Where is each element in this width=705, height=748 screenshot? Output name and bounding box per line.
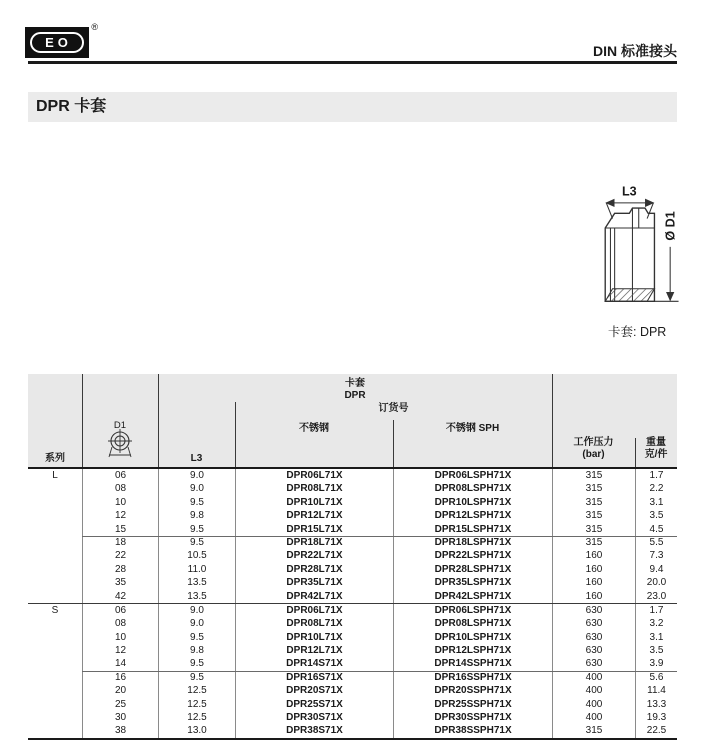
table-cell: 22.5 [635, 724, 677, 737]
table-cell: DPR10LSPH71X [393, 631, 552, 644]
table-header [28, 374, 677, 469]
table-cell: DPR06L71X [235, 469, 393, 482]
table-cell: 630 [552, 604, 635, 617]
table-cell: DPR10L71X [235, 496, 393, 509]
header-divider [82, 374, 83, 467]
table-cell: 9.0 [158, 482, 235, 495]
table-cell: 12 [82, 509, 158, 522]
table-cell: DPR18L71X [235, 536, 393, 549]
table-cell [28, 482, 82, 495]
table-cell: 630 [552, 644, 635, 657]
table-cell [28, 644, 82, 657]
table-cell: 9.5 [158, 657, 235, 670]
table-row [28, 509, 677, 522]
table-cell: 160 [552, 563, 635, 576]
table-cell [28, 698, 82, 711]
table-cell: 23.0 [635, 590, 677, 603]
figure-caption: 卡套: DPR [608, 325, 667, 339]
table-cell: L [52, 470, 58, 481]
table-cell: 13.5 [158, 590, 235, 603]
table-cell: 9.0 [158, 617, 235, 630]
table-row [28, 671, 677, 684]
ferrule-drawing [592, 184, 697, 316]
table-row [28, 563, 677, 576]
header-divider [158, 374, 159, 467]
table-cell: DPR16S71X [235, 671, 393, 684]
table-cell: 38 [82, 724, 158, 737]
svg-text:Ø D1: Ø D1 [663, 211, 678, 241]
table-cell: DPR22L71X [235, 549, 393, 562]
table-cell: DPR20SSPH71X [393, 684, 552, 697]
table-cell: DPR42L71X [235, 590, 393, 603]
header-divider [235, 402, 236, 467]
table-cell: 9.0 [158, 604, 235, 617]
table-row [28, 469, 677, 482]
table-cell: 400 [552, 711, 635, 724]
table-cell: DPR18LSPH71X [393, 536, 552, 549]
table-cell: 18 [82, 536, 158, 549]
table-row [28, 576, 677, 589]
table-cell: DPR28LSPH71X [393, 563, 552, 576]
doc-category: DIN 标准接头 [593, 43, 677, 59]
header-group-title: 卡套 DPR [344, 378, 366, 401]
tube-diameter-icon [101, 419, 139, 463]
table-cell: 400 [552, 671, 635, 684]
table-cell: DPR15LSPH71X [393, 523, 552, 536]
table-cell: 12.5 [158, 684, 235, 697]
table-row [28, 684, 677, 697]
table-cell: 9.4 [635, 563, 677, 576]
table-cell: 10.5 [158, 549, 235, 562]
table-cell: DPR10LSPH71X [393, 496, 552, 509]
table-cell: 315 [552, 724, 635, 737]
table-cell: DPR25S71X [235, 698, 393, 711]
table-cell [28, 576, 82, 589]
table-cell: 400 [552, 698, 635, 711]
table-cell: 3.1 [635, 631, 677, 644]
header-divider [552, 374, 553, 467]
table-cell: DPR08LSPH71X [393, 617, 552, 630]
table-cell: 42 [82, 590, 158, 603]
table-cell: 630 [552, 617, 635, 630]
table-row [28, 724, 677, 737]
table-cell: 315 [552, 469, 635, 482]
table-group [28, 671, 677, 738]
ferrule-diagram-icon [592, 184, 697, 316]
table-group [28, 603, 677, 671]
table-row [28, 711, 677, 724]
table-cell: 160 [552, 549, 635, 562]
table-cell: 08 [82, 617, 158, 630]
header-order-no: 订货号 [378, 403, 409, 414]
table-cell: 315 [552, 509, 635, 522]
header-l3: L3 [190, 452, 203, 464]
table-row [28, 482, 677, 495]
table-cell: DPR14SSPH71X [393, 657, 552, 670]
table-cell: 30 [82, 711, 158, 724]
table-row [28, 496, 677, 509]
table-cell: DPR28L71X [235, 563, 393, 576]
table-cell: DPR25SSPH71X [393, 698, 552, 711]
table-cell: DPR06L71X [235, 604, 393, 617]
eo-logo-text: EO [30, 32, 84, 53]
table-cell: DPR30S71X [235, 711, 393, 724]
table-cell: 315 [552, 496, 635, 509]
title-band [28, 92, 677, 122]
table-cell: 12.5 [158, 698, 235, 711]
table-cell: 16 [82, 671, 158, 684]
table-row [28, 631, 677, 644]
table-cell [28, 631, 82, 644]
table-cell: 315 [552, 482, 635, 495]
table-cell: 35 [82, 576, 158, 589]
table-cell: 3.2 [635, 617, 677, 630]
part-table [28, 374, 677, 740]
table-cell: 25 [82, 698, 158, 711]
table-cell: 06 [82, 469, 158, 482]
table-cell: 15 [82, 523, 158, 536]
table-cell: DPR14S71X [235, 657, 393, 670]
table-cell: 13.3 [635, 698, 677, 711]
table-cell: 11.0 [158, 563, 235, 576]
table-cell: 28 [82, 563, 158, 576]
table-cell [28, 496, 82, 509]
table-cell: 11.4 [635, 684, 677, 697]
table-cell: 06 [82, 604, 158, 617]
table-cell: 12 [82, 644, 158, 657]
table-cell: DPR12LSPH71X [393, 644, 552, 657]
table-cell: 9.5 [158, 523, 235, 536]
table-cell: DPR12L71X [235, 509, 393, 522]
table-cell: 1.7 [635, 604, 677, 617]
table-cell: 14 [82, 657, 158, 670]
table-cell: 3.9 [635, 657, 677, 670]
table-cell: 9.5 [158, 496, 235, 509]
header-d1 [82, 419, 158, 466]
table-cell: 08 [82, 482, 158, 495]
table-cell: 3.1 [635, 496, 677, 509]
table-cell: DPR12LSPH71X [393, 509, 552, 522]
table-cell: DPR08L71X [235, 482, 393, 495]
table-cell: 19.3 [635, 711, 677, 724]
svg-text:D1: D1 [113, 420, 127, 431]
table-cell: 3.5 [635, 509, 677, 522]
table-cell: 9.0 [158, 469, 235, 482]
table-cell: 10 [82, 631, 158, 644]
table-cell: 315 [552, 523, 635, 536]
header-weight: 重量 克/件 [644, 437, 668, 460]
table-cell: 20 [82, 684, 158, 697]
header-stainless: 不锈钢 [299, 423, 329, 434]
table-group [28, 469, 677, 536]
table-cell: 630 [552, 657, 635, 670]
table-cell: S [51, 604, 59, 616]
table-cell: 13.0 [158, 724, 235, 737]
table-cell: DPR30SSPH71X [393, 711, 552, 724]
table-cell: DPR06LSPH71X [393, 469, 552, 482]
header-pressure: 工作压力 (bar) [573, 437, 614, 460]
table-cell: 22 [82, 549, 158, 562]
page-title: DPR 卡套 [36, 98, 107, 115]
table-cell [28, 549, 82, 562]
table-cell: 3.5 [635, 644, 677, 657]
table-row [28, 698, 677, 711]
table-cell: 4.5 [635, 523, 677, 536]
header-divider [393, 420, 394, 467]
table-row [28, 549, 677, 562]
table-cell [28, 523, 82, 536]
table-cell [28, 590, 82, 603]
table-group [28, 536, 677, 603]
table-cell: 9.8 [158, 644, 235, 657]
table-cell [28, 724, 82, 737]
table-row [28, 523, 677, 536]
table-cell [28, 711, 82, 724]
table-cell: DPR08LSPH71X [393, 482, 552, 495]
table-cell: DPR35LSPH71X [393, 576, 552, 589]
table-cell: 9.5 [158, 671, 235, 684]
svg-text:L3: L3 [621, 184, 637, 199]
table-cell: 2.2 [635, 482, 677, 495]
table-row [28, 590, 677, 603]
table-cell: 13.5 [158, 576, 235, 589]
table-cell: 5.5 [635, 536, 677, 549]
table-cell: DPR22LSPH71X [393, 549, 552, 562]
table-cell: DPR20S71X [235, 684, 393, 697]
table-cell: 9.8 [158, 509, 235, 522]
table-cell: 630 [552, 631, 635, 644]
table-cell: 5.6 [635, 671, 677, 684]
header-series: 系列 [45, 452, 65, 464]
table-cell: 400 [552, 684, 635, 697]
table-cell [28, 684, 82, 697]
table-cell [28, 657, 82, 670]
table-cell: 160 [552, 576, 635, 589]
table-cell: DPR12L71X [235, 644, 393, 657]
header-divider [635, 438, 636, 467]
table-cell: DPR42LSPH71X [393, 590, 552, 603]
table-cell: DPR38SSPH71X [393, 724, 552, 737]
table-cell: 10 [82, 496, 158, 509]
table-row [28, 536, 677, 549]
table-cell: DPR38S71X [235, 724, 393, 737]
registered-trademark-icon: ® [91, 22, 98, 32]
table-cell: 9.5 [158, 536, 235, 549]
header-rule [28, 61, 677, 64]
table-cell: 160 [552, 590, 635, 603]
header-stainless-sph: 不锈钢 SPH [445, 423, 500, 434]
table-row [28, 617, 677, 630]
table-body [28, 469, 677, 740]
table-row [28, 657, 677, 670]
table-cell: DPR06LSPH71X [393, 604, 552, 617]
table-cell: 7.3 [635, 549, 677, 562]
table-cell [28, 671, 82, 684]
table-cell [28, 509, 82, 522]
table-cell: DPR15L71X [235, 523, 393, 536]
table-cell: 12.5 [158, 711, 235, 724]
table-row [28, 604, 677, 617]
table-cell: DPR08L71X [235, 617, 393, 630]
table-cell: 9.5 [158, 631, 235, 644]
table-cell: DPR10L71X [235, 631, 393, 644]
table-cell [28, 536, 82, 549]
table-cell: DPR16SSPH71X [393, 671, 552, 684]
table-cell [28, 563, 82, 576]
table-row [28, 644, 677, 657]
table-cell: DPR35L71X [235, 576, 393, 589]
table-cell [28, 617, 82, 630]
table-cell: 1.7 [635, 469, 677, 482]
table-cell: 20.0 [635, 576, 677, 589]
eo-logo [25, 22, 98, 58]
table-cell: 315 [552, 536, 635, 549]
